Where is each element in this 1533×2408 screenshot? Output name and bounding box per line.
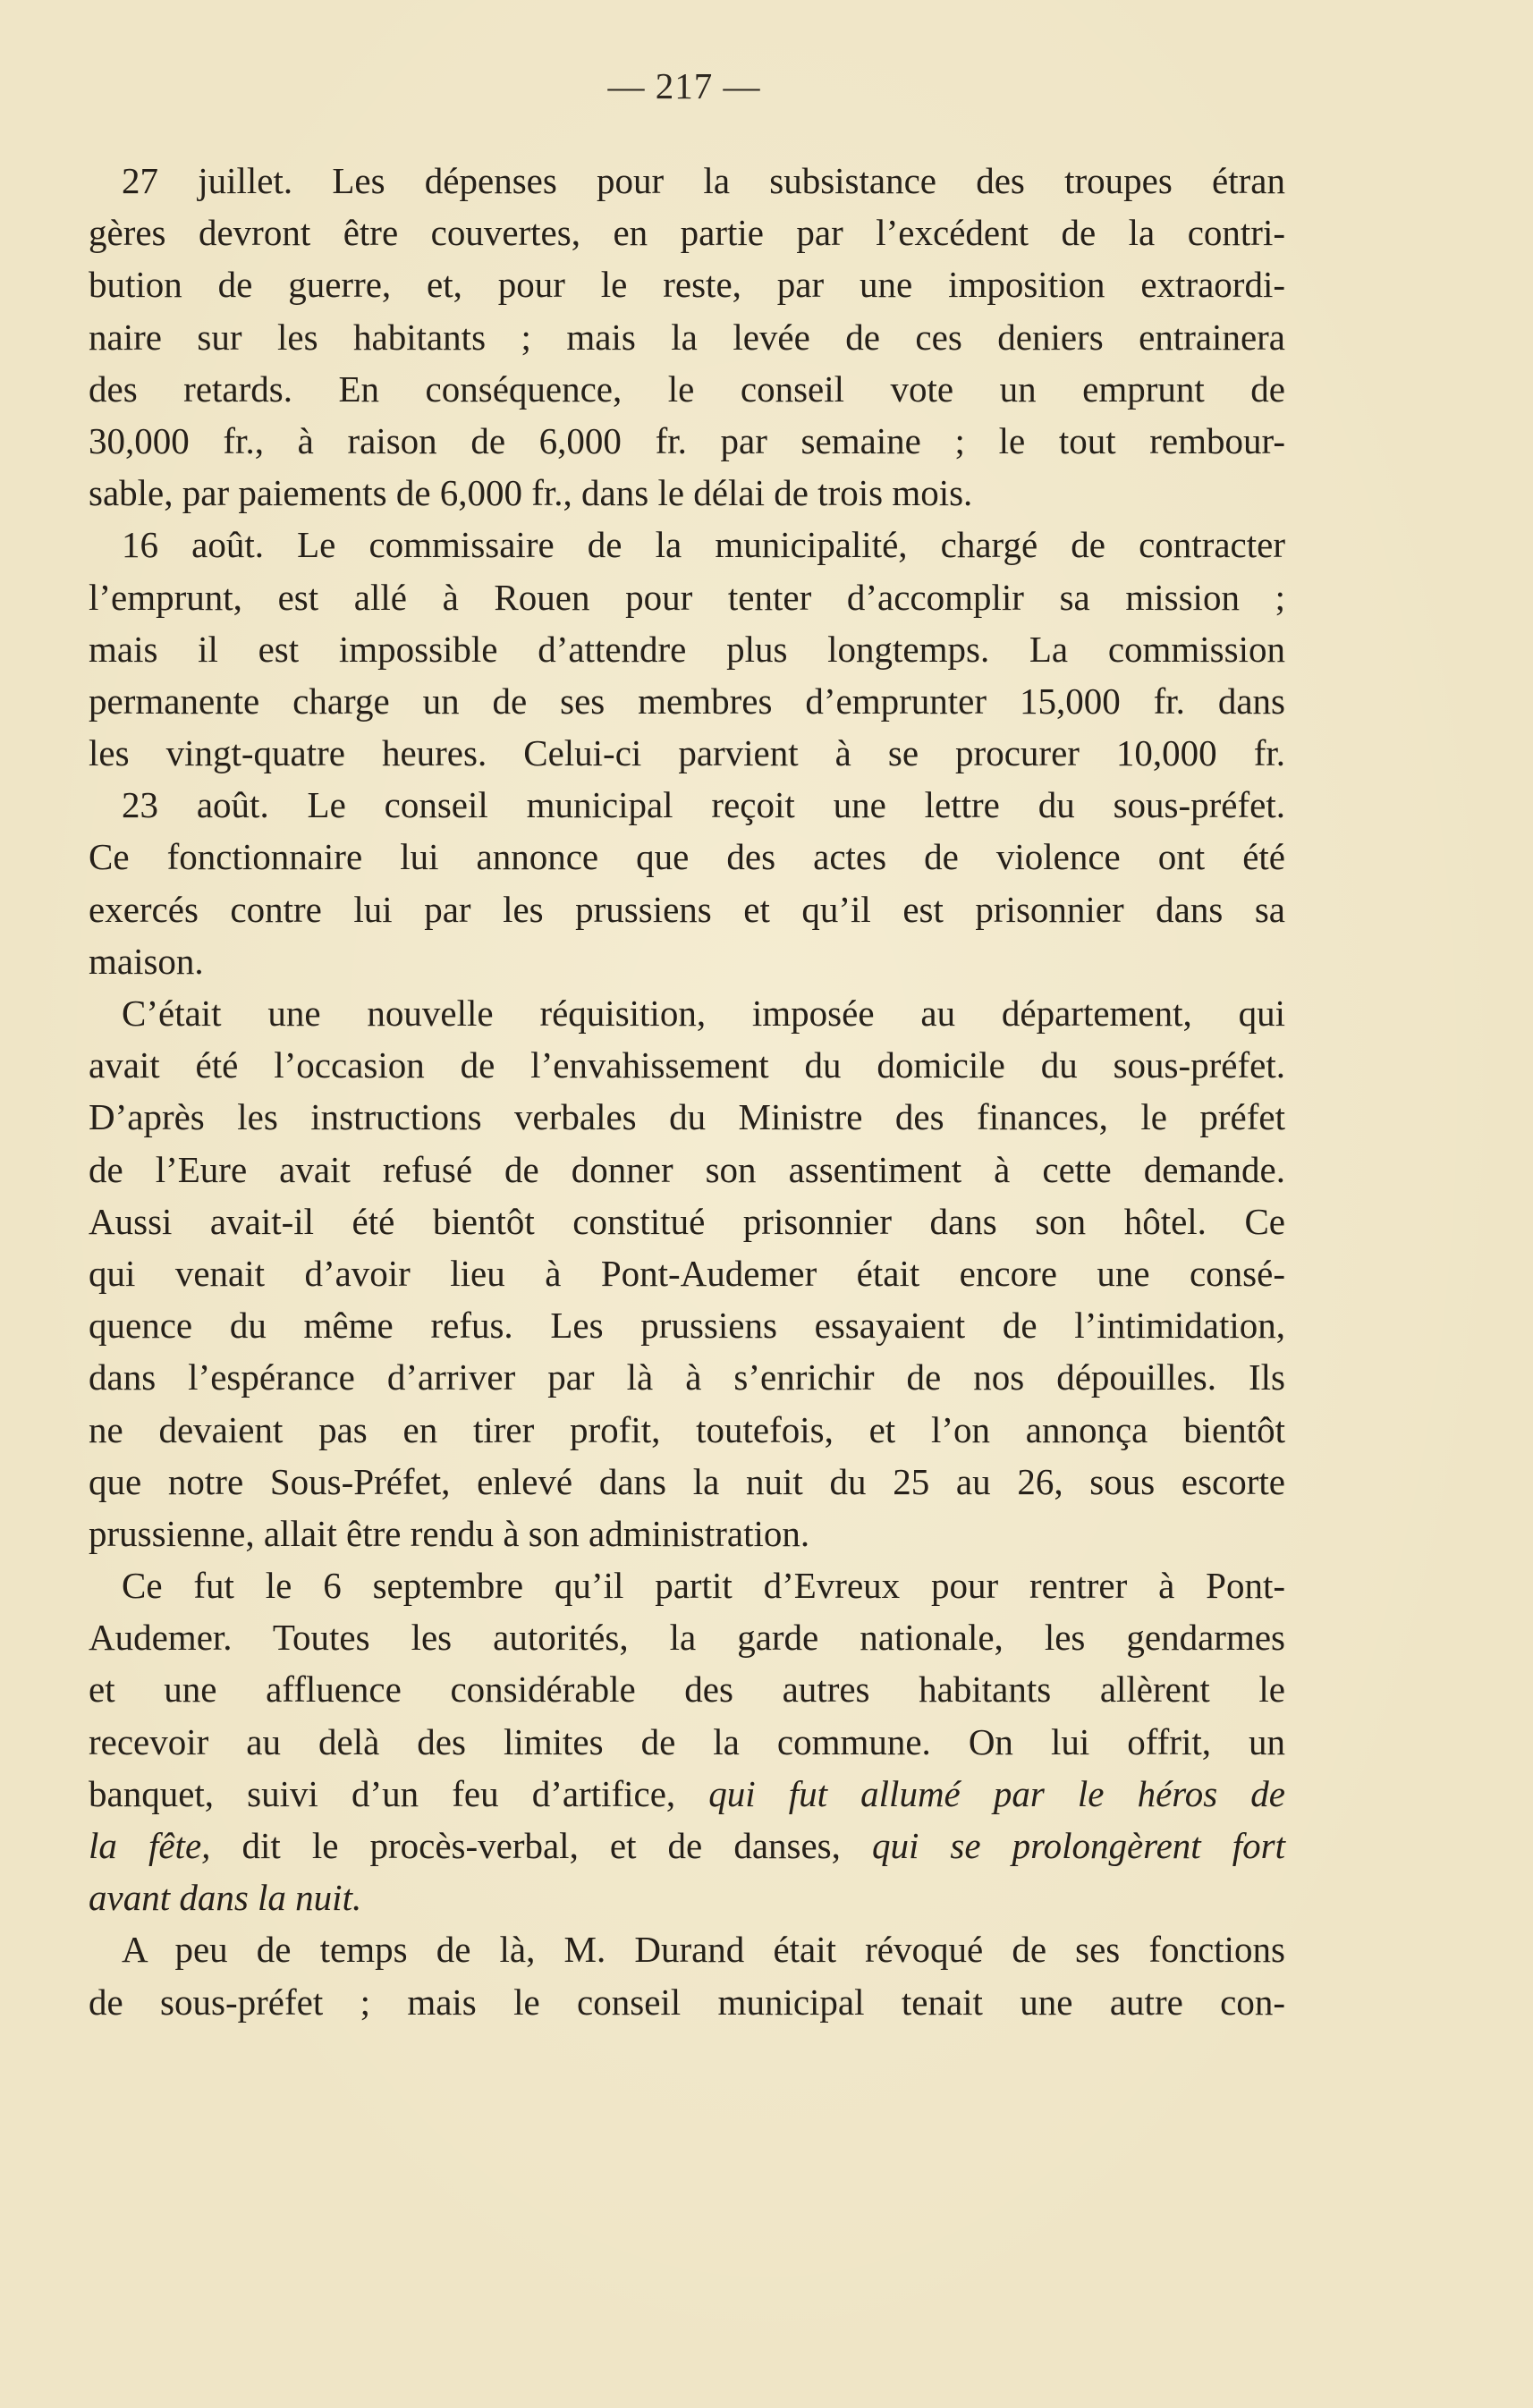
text-line [89,155,1285,207]
text-line [89,258,1285,310]
text-run: prussienne, allait être rendu à son administration. [89,1512,810,1554]
text-run: permanente charge un de ses membres d’emprunter 15,000 fr. dans [89,680,1285,722]
text-line [89,1559,1285,1611]
text-run: des retards. En conséquence, le conseil vote un emprunt de [89,368,1285,410]
text-run: banquet, suivi d’un feu d’artifice, [89,1772,709,1814]
text-run: A peu de temps de là, M. Durand était révoqué de ses fonctions [122,1929,1285,1971]
text-line [89,675,1285,727]
text-run: Ce fonctionnaire lui annonce que des actes de violence ont été [89,836,1285,878]
text-line [89,1923,1285,1975]
text-run: Ce fut le 6 septembre qu’il partit d’Evreux pour rentrer à Pont- [122,1565,1285,1607]
text-run: ne devaient pas en tirer profit, toutefois, et l’on annonça bientôt [89,1408,1285,1450]
italic-run: avant dans la nuit. [89,1877,362,1919]
text-run: dans l’espérance d’arriver par là à s’enrichir de nos dépouilles. Ils [89,1356,1285,1398]
italic-run: qui fut allumé par le héros de [708,1772,1285,1814]
text-line [89,1456,1285,1508]
text-line [89,779,1285,831]
text-run: 27 juillet. Les dépenses pour la subsistance des troupes étran [122,160,1285,201]
text-line [89,311,1285,363]
text-line [89,1611,1285,1663]
text-run: maison. [89,940,204,982]
text-run: avait été l’occasion de l’envahissement du domicile du sous-préfet. [89,1044,1285,1086]
text-line [89,207,1285,258]
text-line [89,831,1285,883]
text-line [89,415,1285,467]
text-line [89,1039,1285,1091]
text-line [89,467,1285,519]
text-run: mais il est impossible d’attendre plus longtemps. La commission [89,628,1285,670]
text-run: recevoir au delà des limites de la commune. On lui offrit, un [89,1720,1285,1762]
text-line [89,1976,1285,2028]
text-run: et une affluence considérable des autres habitants allèrent le [89,1669,1285,1711]
text-run: de l’Eure avait refusé de donner son assentiment à cette demande. [89,1148,1285,1190]
text-run: D’après les instructions verbales du Ministre des finances, le préfet [89,1096,1285,1138]
text-line [89,571,1285,623]
text-line [89,1768,1285,1820]
text-line [89,1247,1285,1299]
text-line [89,1716,1285,1768]
text-line [89,1299,1285,1351]
page-number: — 217 — [607,65,761,106]
text-run: naire sur les habitants ; mais la levée de ces deniers entrainera [89,316,1285,358]
text-run: C’était une nouvelle réquisition, imposée au département, qui [122,993,1285,1034]
text-line [89,1351,1285,1403]
text-line [89,727,1285,779]
italic-run: qui se prolongèrent fort [871,1825,1285,1866]
italic-run: la fête, [89,1825,211,1866]
text-line [89,935,1285,987]
text-run: 16 août. Le commissaire de la municipalité, chargé de contracter [122,524,1285,566]
body-text [89,155,1285,2028]
text-line [89,1196,1285,1247]
text-line [89,987,1285,1039]
text-line [89,623,1285,675]
text-run: exercés contre lui par les prussiens et qu’il est prisonnier dans sa [89,888,1285,930]
text-line [89,1091,1285,1143]
text-run: Audemer. Toutes les autorités, la garde nationale, les gendarmes [89,1617,1285,1659]
text-run: Aussi avait-il été bientôt constitué prisonnier dans son hôtel. Ce [89,1200,1285,1242]
text-run: que notre Sous-Préfet, enlevé dans la nuit du 25 au 26, sous escorte [89,1460,1285,1502]
text-run: bution de guerre, et, pour le reste, par une imposition extraordi- [89,264,1285,306]
text-line [89,883,1285,935]
text-run: 30,000 fr., à raison de 6,000 fr. par semaine ; le tout rembour- [89,419,1285,461]
text-line [89,1820,1285,1871]
text-run: l’emprunt, est allé à Rouen pour tenter d’accomplir sa mission ; [89,576,1285,618]
text-line [89,1404,1285,1456]
text-line [89,363,1285,415]
text-run: les vingt-quatre heures. Celui-ci parvient à se procurer 10,000 fr. [89,732,1285,774]
text-run: quence du même refus. Les prussiens essayaient de l’intimidation, [89,1305,1285,1347]
text-line [89,1663,1285,1715]
text-run: de sous-préfet ; mais le conseil municipal tenait une autre con- [89,1981,1285,2023]
text-run: sable, par paiements de 6,000 fr., dans le délai de trois mois. [89,472,973,514]
text-line [89,1508,1285,1559]
text-run: 23 août. Le conseil municipal reçoit une lettre du sous-préfet. [122,784,1285,826]
text-line [89,519,1285,570]
text-run: dit le procès-verbal, et de danses, [210,1825,872,1866]
text-line [89,1144,1285,1196]
text-run: qui venait d’avoir lieu à Pont-Audemer était encore une consé- [89,1252,1285,1294]
text-run: gères devront être couvertes, en partie par l’excédent de la contri- [89,212,1285,254]
text-line [89,1871,1285,1923]
